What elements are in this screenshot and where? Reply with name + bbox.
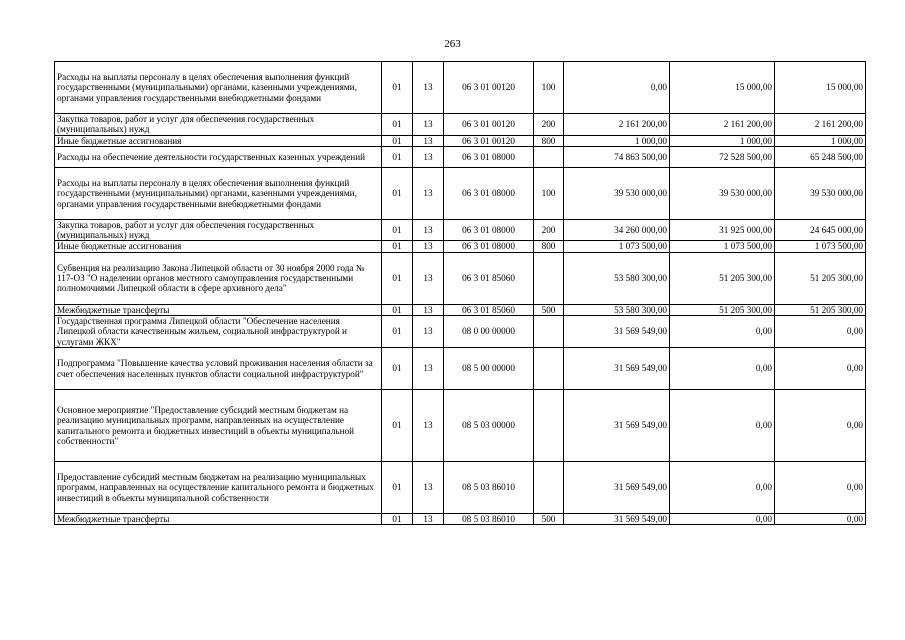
amount-year3-cell: 51 205 300,00 <box>775 304 866 315</box>
subsection-code-cell: 13 <box>413 146 444 167</box>
section-code-cell: 01 <box>382 219 413 241</box>
amount-year3-cell: 51 205 300,00 <box>775 252 866 304</box>
section-code-cell: 01 <box>382 114 413 136</box>
table-row <box>55 514 866 525</box>
amount-year2-cell: 1 000,00 <box>670 135 775 146</box>
table-row <box>55 62 866 114</box>
amount-year3-cell: 0,00 <box>775 462 866 514</box>
article-code-cell: 06 3 01 00120 <box>444 135 534 146</box>
amount-year2-cell: 15 000,00 <box>670 62 775 114</box>
expense-type-cell: 100 <box>534 167 564 219</box>
table-row <box>55 348 866 390</box>
amount-year3-cell: 1 073 500,00 <box>775 241 866 252</box>
amount-year1-cell: 31 569 549,00 <box>564 462 670 514</box>
table-row <box>55 135 866 146</box>
article-code-cell: 06 3 01 08000 <box>444 241 534 252</box>
table-row <box>55 390 866 462</box>
section-code-cell: 01 <box>382 135 413 146</box>
row-name-cell: Межбюджетные трансферты <box>55 304 382 315</box>
row-name-cell: Основное мероприятие "Предоставление субсидий местным бюджетам на реализацию муниципальных программ, направленных на осуществление капитального ремонта и бюджетных инвестиций в объекты муниципальной собственности" <box>55 390 382 462</box>
amount-year2-cell: 1 073 500,00 <box>670 241 775 252</box>
section-code-cell: 01 <box>382 462 413 514</box>
amount-year1-cell: 31 569 549,00 <box>564 390 670 462</box>
amount-year1-cell: 1 073 500,00 <box>564 241 670 252</box>
subsection-code-cell: 13 <box>413 514 444 525</box>
amount-year1-cell: 53 580 300,00 <box>564 252 670 304</box>
table-row <box>55 462 866 514</box>
subsection-code-cell: 13 <box>413 390 444 462</box>
table-row <box>55 316 866 348</box>
table-row <box>55 241 866 252</box>
budget-table-body <box>55 62 866 525</box>
section-code-cell: 01 <box>382 167 413 219</box>
amount-year1-cell: 74 863 500,00 <box>564 146 670 167</box>
table-row <box>55 304 866 315</box>
article-code-cell: 06 3 01 00120 <box>444 62 534 114</box>
article-code-cell: 06 3 01 85060 <box>444 252 534 304</box>
amount-year3-cell: 0,00 <box>775 316 866 348</box>
expense-type-cell: 200 <box>534 219 564 241</box>
amount-year2-cell: 0,00 <box>670 390 775 462</box>
expense-type-cell <box>534 316 564 348</box>
article-code-cell: 08 5 00 00000 <box>444 348 534 390</box>
section-code-cell: 01 <box>382 146 413 167</box>
budget-table <box>54 61 866 525</box>
amount-year1-cell: 31 569 549,00 <box>564 514 670 525</box>
page-number: 263 <box>444 38 461 50</box>
amount-year2-cell: 51 205 300,00 <box>670 252 775 304</box>
subsection-code-cell: 13 <box>413 114 444 136</box>
article-code-cell: 08 5 03 86010 <box>444 462 534 514</box>
subsection-code-cell: 13 <box>413 241 444 252</box>
table-row <box>55 219 866 241</box>
amount-year3-cell: 65 248 500,00 <box>775 146 866 167</box>
amount-year1-cell: 31 569 549,00 <box>564 348 670 390</box>
row-name-cell: Расходы на выплаты персоналу в целях обеспечения выполнения функций государственными (муниципальными) органами, казенными учреждениями, органами управления государственными внебюджетными фондами <box>55 167 382 219</box>
amount-year3-cell: 0,00 <box>775 348 866 390</box>
row-name-cell: Расходы на обеспечение деятельности государственных казенных учреждений <box>55 146 382 167</box>
amount-year2-cell: 51 205 300,00 <box>670 304 775 315</box>
row-name-cell: Иные бюджетные ассигнования <box>55 241 382 252</box>
section-code-cell: 01 <box>382 316 413 348</box>
article-code-cell: 06 3 01 08000 <box>444 219 534 241</box>
expense-type-cell: 100 <box>534 62 564 114</box>
amount-year2-cell: 2 161 200,00 <box>670 114 775 136</box>
subsection-code-cell: 13 <box>413 462 444 514</box>
article-code-cell: 06 3 01 08000 <box>444 167 534 219</box>
expense-type-cell: 200 <box>534 114 564 136</box>
amount-year1-cell: 34 260 000,00 <box>564 219 670 241</box>
table-row <box>55 146 866 167</box>
subsection-code-cell: 13 <box>413 219 444 241</box>
amount-year1-cell: 0,00 <box>564 62 670 114</box>
row-name-cell: Расходы на выплаты персоналу в целях обеспечения выполнения функций государственными (муниципальными) органами, казенными учреждениями, органами управления государственными внебюджетными фондами <box>55 62 382 114</box>
expense-type-cell <box>534 390 564 462</box>
row-name-cell: Межбюджетные трансферты <box>55 514 382 525</box>
expense-type-cell: 800 <box>534 135 564 146</box>
subsection-code-cell: 13 <box>413 62 444 114</box>
amount-year2-cell: 0,00 <box>670 514 775 525</box>
table-row <box>55 252 866 304</box>
expense-type-cell: 500 <box>534 514 564 525</box>
expense-type-cell <box>534 146 564 167</box>
section-code-cell: 01 <box>382 241 413 252</box>
amount-year3-cell: 0,00 <box>775 514 866 525</box>
row-name-cell: Субвенция на реализацию Закона Липецкой области от 30 ноября 2000 года № 117-ОЗ "О наделении органов местного самоуправления государственными полномочиями Липецкой области в сфере архивного дела" <box>55 252 382 304</box>
subsection-code-cell: 13 <box>413 304 444 315</box>
amount-year1-cell: 53 580 300,00 <box>564 304 670 315</box>
amount-year1-cell: 39 530 000,00 <box>564 167 670 219</box>
section-code-cell: 01 <box>382 514 413 525</box>
row-name-cell: Закупка товаров, работ и услуг для обеспечения государственных (муниципальных) нужд <box>55 114 382 136</box>
expense-type-cell <box>534 348 564 390</box>
expense-type-cell: 800 <box>534 241 564 252</box>
amount-year3-cell: 24 645 000,00 <box>775 219 866 241</box>
section-code-cell: 01 <box>382 304 413 315</box>
article-code-cell: 06 3 01 08000 <box>444 146 534 167</box>
row-name-cell: Государственная программа Липецкой области "Обеспечение населения Липецкой области качественным жильем, социальной инфраструктурой и услугами ЖКХ" <box>55 316 382 348</box>
subsection-code-cell: 13 <box>413 167 444 219</box>
subsection-code-cell: 13 <box>413 316 444 348</box>
section-code-cell: 01 <box>382 348 413 390</box>
article-code-cell: 08 5 03 86010 <box>444 514 534 525</box>
amount-year3-cell: 15 000,00 <box>775 62 866 114</box>
subsection-code-cell: 13 <box>413 135 444 146</box>
amount-year2-cell: 0,00 <box>670 462 775 514</box>
article-code-cell: 08 5 03 00000 <box>444 390 534 462</box>
article-code-cell: 06 3 01 85060 <box>444 304 534 315</box>
amount-year3-cell: 0,00 <box>775 390 866 462</box>
section-code-cell: 01 <box>382 390 413 462</box>
article-code-cell: 06 3 01 00120 <box>444 114 534 136</box>
amount-year2-cell: 72 528 500,00 <box>670 146 775 167</box>
amount-year3-cell: 1 000,00 <box>775 135 866 146</box>
article-code-cell: 08 0 00 00000 <box>444 316 534 348</box>
amount-year2-cell: 0,00 <box>670 348 775 390</box>
amount-year1-cell: 1 000,00 <box>564 135 670 146</box>
expense-type-cell: 500 <box>534 304 564 315</box>
row-name-cell: Предоставление субсидий местным бюджетам на реализацию муниципальных программ, направленных на осуществление капитального ремонта и бюджетных инвестиций в объекты муниципальной собственности <box>55 462 382 514</box>
amount-year3-cell: 2 161 200,00 <box>775 114 866 136</box>
expense-type-cell <box>534 462 564 514</box>
amount-year2-cell: 39 530 000,00 <box>670 167 775 219</box>
expense-type-cell <box>534 252 564 304</box>
subsection-code-cell: 13 <box>413 252 444 304</box>
section-code-cell: 01 <box>382 62 413 114</box>
amount-year2-cell: 31 925 000,00 <box>670 219 775 241</box>
row-name-cell: Закупка товаров, работ и услуг для обеспечения государственных (муниципальных) нужд <box>55 219 382 241</box>
table-row <box>55 114 866 136</box>
row-name-cell: Подпрограмма "Повышение качества условий проживания населения области за счет обеспечения населенных пунктов области социальной инфраструктурой" <box>55 348 382 390</box>
amount-year2-cell: 0,00 <box>670 316 775 348</box>
amount-year1-cell: 31 569 549,00 <box>564 316 670 348</box>
section-code-cell: 01 <box>382 252 413 304</box>
amount-year3-cell: 39 530 000,00 <box>775 167 866 219</box>
row-name-cell: Иные бюджетные ассигнования <box>55 135 382 146</box>
table-row <box>55 167 866 219</box>
amount-year1-cell: 2 161 200,00 <box>564 114 670 136</box>
subsection-code-cell: 13 <box>413 348 444 390</box>
